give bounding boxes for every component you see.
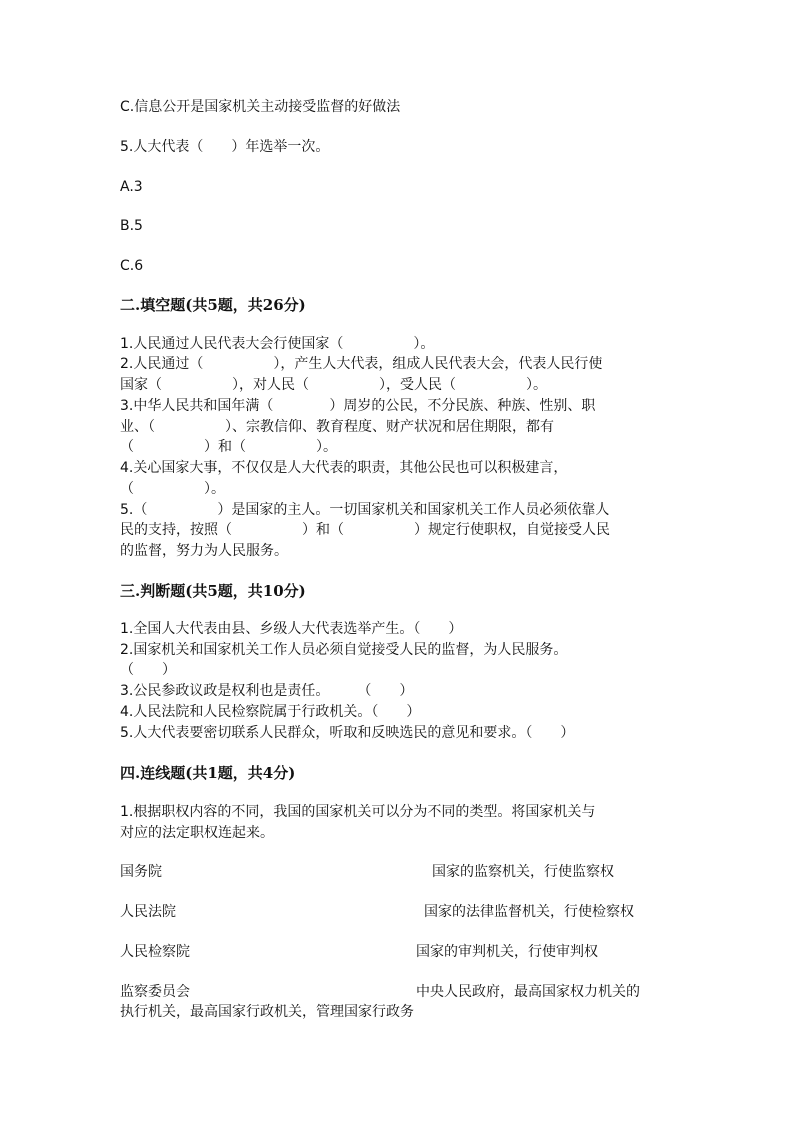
- q5-option-c: C.6: [120, 258, 144, 274]
- fill-line: 3.中华人民共和国年满（ ）周岁的公民，不分民族、种族、性别、职: [120, 398, 596, 414]
- match-right-item: 国家的审判机关，行使审判权: [416, 944, 598, 960]
- fill-line: 2.人民通过（ ），产生人大代表，组成人民代表大会，代表人民行使: [120, 356, 603, 372]
- judge-line: 2.国家机关和国家机关工作人员必须自觉接受人民的监督，为人民服务。: [120, 642, 568, 658]
- q5-option-b: B.5: [120, 218, 143, 234]
- fill-line: （ ）。: [120, 481, 225, 497]
- fill-line: 国家（ ），对人民（ ），受人民（ ）。: [120, 377, 547, 393]
- match-prompt-line: 1.根据职权内容的不同，我国的国家机关可以分为不同的类型。将国家机关与: [120, 804, 596, 820]
- fill-line: 的监督，努力为人民服务。: [120, 543, 288, 559]
- match-right-item: 国家的法律监督机关，行使检察权: [424, 904, 634, 920]
- fill-line: 业、（ ）、宗教信仰、教育程度、财产状况和居住期限，都有: [120, 419, 554, 435]
- fill-line: 5.（ ）是国家的主人。一切国家机关和国家机关工作人员必须依靠人: [120, 502, 610, 518]
- match-left-item: 监察委员会: [120, 984, 190, 1000]
- match-right-item-continued: 执行机关，最高国家行政机关，管理国家行政务: [120, 1004, 414, 1020]
- match-right-item: 中央人民政府，最高国家权力机关的: [416, 984, 640, 1000]
- judge-line: 4.人民法院和人民检察院属于行政机关。（ ）: [120, 704, 421, 720]
- match-left-item: 人民检察院: [120, 944, 190, 960]
- q4-option-c: C.信息公开是国家机关主动接受监督的好做法: [120, 99, 401, 115]
- judge-section-heading: 三.判断题(共5题，共10分): [120, 582, 306, 600]
- fill-line: （ ）和（ ）。: [120, 439, 337, 455]
- match-section-heading: 四.连线题(共1题，共4分): [120, 764, 296, 782]
- judge-line: （ ）: [120, 662, 176, 678]
- q5-stem: 5.人大代表（ ）年选举一次。: [120, 139, 330, 155]
- match-right-item: 国家的监察机关，行使监察权: [432, 864, 614, 880]
- fill-line: 1.人民通过人民代表大会行使国家（ ）。: [120, 336, 435, 352]
- fill-section-heading: 二.填空题(共5题，共26分): [120, 296, 306, 314]
- q5-option-a: A.3: [120, 179, 143, 195]
- judge-line: 5.人大代表要密切联系人民群众，听取和反映选民的意见和要求。（ ）: [120, 725, 575, 741]
- judge-line: 1.全国人大代表由县、乡级人大代表选举产生。（ ）: [120, 621, 463, 637]
- fill-line: 民的支持，按照（ ）和（ ）规定行使职权，自觉接受人民: [120, 522, 610, 538]
- match-left-item: 国务院: [120, 864, 162, 880]
- fill-line: 4.关心国家大事，不仅仅是人大代表的职责，其他公民也可以积极建言，: [120, 460, 568, 476]
- match-left-item: 人民法院: [120, 904, 176, 920]
- match-prompt-line: 对应的法定职权连起来。: [120, 825, 274, 841]
- judge-line: 3.公民参政议政是权利也是责任。 （ ）: [120, 683, 414, 699]
